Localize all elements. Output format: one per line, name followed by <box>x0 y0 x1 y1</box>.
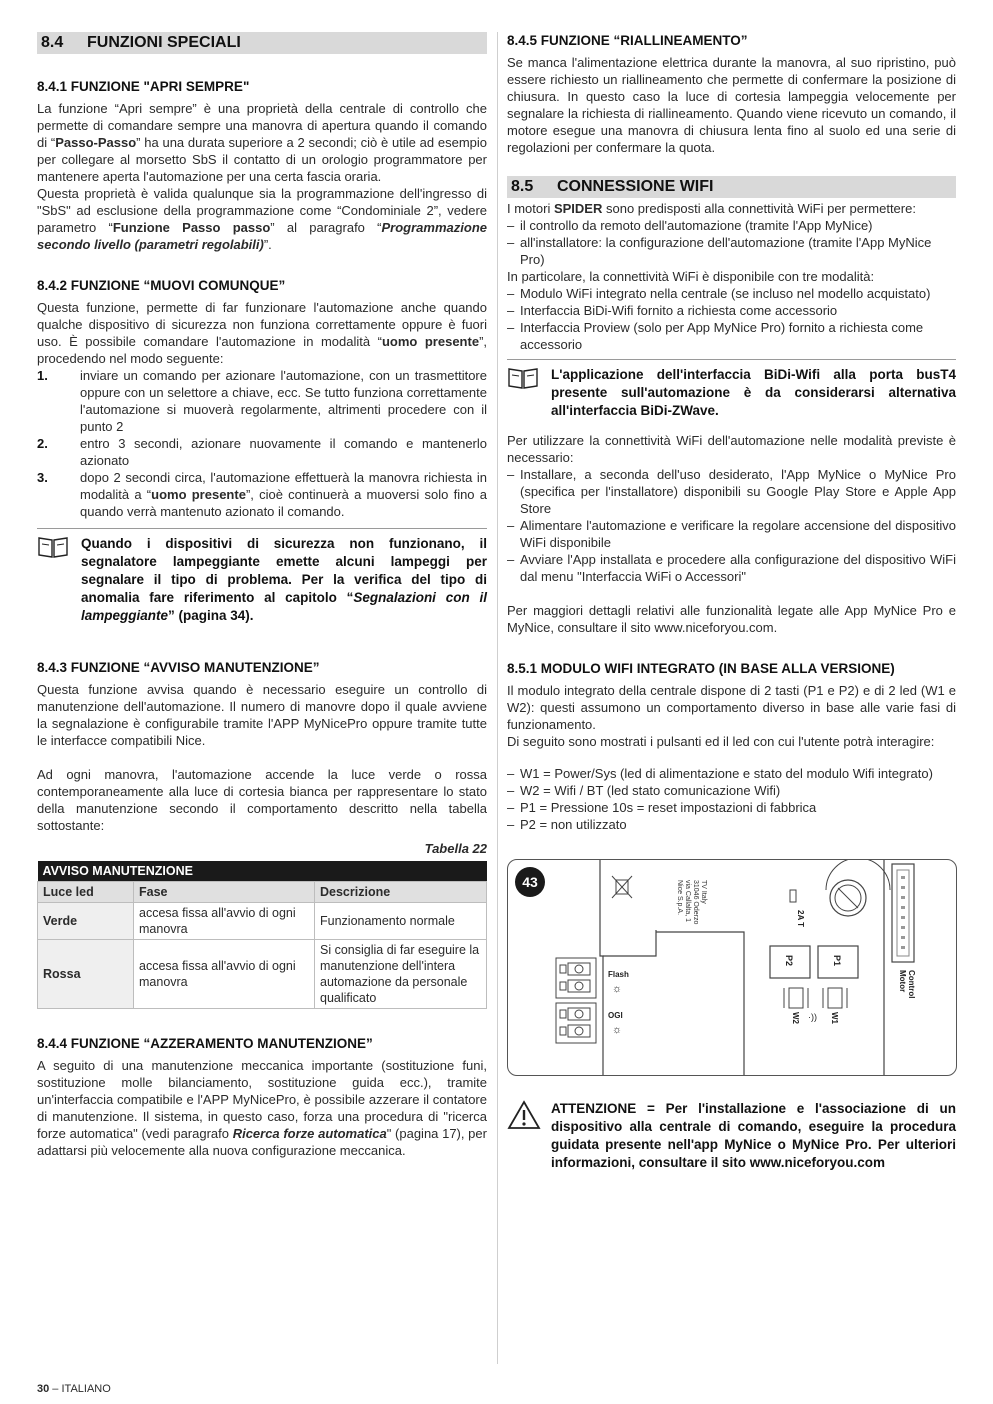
left-column <box>37 32 487 1159</box>
table-cell: accesa fissa all'avvio di ogni manovra <box>134 940 315 1009</box>
bullet-list <box>507 466 956 585</box>
sun-icon: ☼ <box>612 1024 623 1036</box>
language-label: – ITALIANO <box>49 1383 111 1395</box>
paragraph: Questa proprietà è valida qualunque sia la programmazione dell'ingresso di "SbS" ad esclusione della programmazione come “Condominiale 2”, vedere parametro “Funzione Passo passo” al paragrafo “Programmazione secondo livello (parametri regolabili)”. <box>37 186 487 252</box>
list-item: – Alimentare l'automazione e verificare la regolare accensione del dispositivo WiFi disponibile <box>507 517 956 551</box>
motor-control-label <box>898 970 916 998</box>
ogi-label: OGI <box>608 1011 623 1020</box>
heading-8-4-3: 8.4.3 FUNZIONE “AVVISO MANUTENZIONE” <box>37 660 320 675</box>
section-heading-8-4 <box>37 32 487 54</box>
column-header: Fase <box>134 882 315 903</box>
column-header: Descrizione <box>315 882 487 903</box>
note-box: Quando i dispositivi di sicurezza non funzionano, il segnalatore lampeggiante emette alcuni lampeggi per segnalare il tipo di problema. Per la verifica del tipo di anomalia fare riferimento al capitolo “Segnalazioni con il lampeggiante” (pagina 34). <box>37 528 487 625</box>
paragraph: Di seguito sono mostrati i pulsanti ed il led con cui l'utente potrà interagire: <box>507 734 935 749</box>
svg-text:TV Italy: TV Italy <box>700 880 707 904</box>
led-w2 <box>784 988 808 1008</box>
weee-bin-icon <box>612 876 632 898</box>
paragraph: Per maggiori dettagli relativi alle funzionalità legate alle App MyNice Pro e MyNice, consultare il sito www.niceforyou.com. <box>507 603 956 635</box>
table-row <box>38 903 487 940</box>
section-heading-8-5 <box>507 176 956 198</box>
led-w1 <box>823 988 847 1008</box>
right-column <box>507 32 956 1172</box>
list-item: – Interfaccia Proview (solo per App MyNice Pro) fornito a richiesta come accessorio <box>507 319 956 353</box>
bullet-list <box>507 285 956 353</box>
section-number: 8.5 <box>511 178 534 195</box>
bullet-list <box>507 765 956 833</box>
column-header: Luce led <box>38 882 134 903</box>
table-cell: Funzionamento normale <box>315 903 487 940</box>
heading-8-4-1: 8.4.1 FUNZIONE "APRI SEMPRE" <box>37 79 250 94</box>
svg-text:Nice S.p.A.: Nice S.p.A. <box>676 880 683 916</box>
svg-text:via Callalta, 1: via Callalta, 1 <box>684 880 691 923</box>
fuse-label: 2A T <box>796 910 805 928</box>
control-board-diagram <box>508 860 956 1075</box>
flash-label: Flash <box>608 970 629 979</box>
p2-label: P2 <box>784 955 794 967</box>
section-number: 8.4 <box>41 34 64 51</box>
sun-icon: ☼ <box>612 983 623 995</box>
table-cell: Rossa <box>38 940 134 1009</box>
paragraph: I motori SPIDER sono predisposti alla connettività WiFi per permettere: <box>507 201 916 216</box>
table-row <box>38 940 487 1009</box>
maintenance-table <box>37 861 487 1009</box>
figure-43 <box>507 859 957 1076</box>
list-item: – Installare, a seconda dell'uso desiderato, l'App MyNice o MyNice Pro (specifica per l'installatore) disponibili su Google Play Store e Apple App Store <box>507 466 956 517</box>
paragraph: Questa funzione, permette di far funzionare l'automazione anche quando qualche dispositivo di sicurezza non funziona correttamente oppure è fuori uso. È possibile comandare l'automazione in modalità “uomo presente”, procedendo nel modo seguente: <box>37 300 488 366</box>
heading-8-4-4: 8.4.4 FUNZIONE “AZZERAMENTO MANUTENZIONE” <box>37 1036 373 1051</box>
list-item: – Modulo WiFi integrato nella centrale (se incluso nel modello acquistato) <box>507 285 956 302</box>
paragraph: La funzione “Apri sempre” è una proprietà della centrale di controllo che permette di comandare sempre una manovra di apertura quando il comando di “Passo-Passo” ha una durata superiore a 2 secondi; ciò è utile ad esempio per collegare al morsetto SbS il contatto di un orologio programmatore per mantenere aperta l'automazione per una certa fascia oraria. <box>37 101 487 184</box>
section-title: FUNZIONI SPECIALI <box>87 34 241 51</box>
table-cell: accesa fissa all'avvio di ogni manovra <box>134 903 315 940</box>
manufacturer-address <box>676 880 707 924</box>
book-icon <box>37 535 71 625</box>
list-item: – il controllo da remoto dell'automazione (tramite l'App MyNice) <box>507 217 956 234</box>
list-item: – P1 = Pressione 10s = reset impostazioni di fabbrica <box>507 799 956 816</box>
table-caption: AVVISO MANUTENZIONE <box>38 861 487 882</box>
list-item: 1. inviare un comando per azionare l'automazione, con un trasmettitore oppure con un selettore a chiave, ecc. Se tutto funziona correttamente l'automazione si muoverà regolarmente, altrimenti procedere con il punto 2 <box>37 368 487 434</box>
figure-number: 43 <box>522 874 538 890</box>
heading-8-4-2: 8.4.2 FUNZIONE “MUOVI COMUNQUE” <box>37 278 286 293</box>
table-cell: Verde <box>38 903 134 940</box>
bullet-list <box>507 217 956 268</box>
svg-text:Control: Control <box>907 970 916 999</box>
list-item: – P2 = non utilizzato <box>507 816 956 833</box>
wireless-icon: ·)) <box>808 1012 817 1022</box>
steps-list <box>37 367 487 520</box>
warning-triangle-icon <box>507 1100 541 1172</box>
svg-text:Motor: Motor <box>898 970 907 993</box>
list-item: – Avviare l'App installata e procedere alla configurazione del dispositivo WiFi dal menu "Interfaccia WiFi o Accessori" <box>507 551 956 585</box>
terminal-block-ogi <box>556 1003 596 1043</box>
terminal-block-flash <box>556 958 596 998</box>
heading-8-4-5: 8.4.5 FUNZIONE “RIALLINEAMENTO” <box>507 33 748 48</box>
paragraph: Per utilizzare la connettività WiFi dell'automazione nelle modalità previste è necessario: <box>507 433 956 465</box>
column-divider <box>497 32 498 1364</box>
list-item: – W2 = Wifi / BT (led stato comunicazione Wifi) <box>507 782 956 799</box>
paragraph: In particolare, la connettività WiFi è disponibile con tre modalità: <box>507 269 875 284</box>
p1-label: P1 <box>832 955 842 967</box>
svg-text:31046 Oderzo: 31046 Oderzo <box>692 880 699 925</box>
paragraph: Il modulo integrato della centrale dispone di 2 tasti (P1 e P2) e di 2 led (W1 e W2): questi assumono un comportamento diverso in base alle varie fasi di funzionamento. <box>507 683 956 732</box>
page-number: 30 <box>37 1383 50 1395</box>
heading-8-5-1: 8.5.1 MODULO WIFI INTEGRATO (IN BASE ALLA VERSIONE) <box>507 661 895 676</box>
note-box: L'applicazione dell'interfaccia BiDi-Wifi alla porta busT4 presente sull'automazione è da considerarsi alternativa all'interfaccia BiDi-ZWave. <box>507 359 956 420</box>
paragraph: A seguito di una manutenzione meccanica importante (sostituzione funi, sostituzione molle bilanciamento, sostituzione guida ecc.), tramite un'interfaccia compatibile e l'APP MyNicePro, è possibile azzerare il contatore di manutenzione. Il sistema, in questo caso, forza una procedura di "ricerca forze automatica" (vedi paragrafo Ricerca forze automatica" (pagina 17), per adattarsi più velocemente alla nuova configurazione meccanica. <box>37 1058 487 1158</box>
list-item: – W1 = Power/Sys (led di alimentazione e stato del modulo Wifi integrato) <box>507 765 956 782</box>
paragraph: Ad ogni manovra, l'automazione accende la luce verde o rossa contemporaneamente alla luce di cortesia bianca per rappresentare lo stato della manutenzione secondo il comportamento descritto nella tabella sottostante: <box>37 767 487 833</box>
list-item: – all'installatore: la configurazione dell'automazione (tramite l'App MyNice Pro) <box>507 234 956 268</box>
w2-label: W2 <box>791 1012 800 1024</box>
w1-label: W1 <box>830 1012 839 1024</box>
paragraph: Questa funzione avvisa quando è necessario eseguire un controllo di manutenzione dell'automazione. Il numero di manovre dopo il quale avviene la segnalazione è configurabile tramite l'APP MyNicePro oppure tramite tutte le interfacce compatibili Nice. <box>37 682 487 748</box>
table-cell: Si consiglia di far eseguire la manutenzione dell'intera automazione da personale qualificato <box>315 940 487 1009</box>
list-item: – Interfaccia BiDi-Wifi fornito a richiesta come accessorio <box>507 302 956 319</box>
list-item: 3. dopo 2 secondi circa, l'automazione effettuerà la manovra richiesta in modalità a “uomo presente”, cioè continuerà a muoversi solo fino a quando verrà mantenuto azionato il comando. <box>37 470 487 519</box>
section-title: CONNESSIONE WIFI <box>557 178 714 195</box>
fuse-icon <box>790 890 796 902</box>
page-footer <box>37 1381 111 1398</box>
warning-box: ATTENZIONE = Per l'installazione e l'associazione di un dispositivo alla centrale di comando, eseguire la procedura guidata presente nell'app MyNice o MyNice Pro. Per ulteriori informazioni, consultare il sito www.niceforyou.com <box>507 1100 956 1172</box>
list-item: 2. entro 3 secondi, azionare nuovamente il comando e mantenerlo azionato <box>37 436 487 468</box>
table-label: Tabella 22 <box>424 841 487 856</box>
book-icon <box>507 366 541 420</box>
paragraph: Se manca l'alimentazione elettrica durante la manovra, al suo ripristino, può essere richiesto un riallineamento che permette di confermare la posizione di chiusura. In questo caso la luce di cortesia lampeggia velocemente per segnalare la richiesta di riallineamento. Quando viene ricevuto un comando, il motore esegue una manovra di chiusura lenta fino al suolo ed una serie di regolazioni per confermare la quota. <box>507 55 956 155</box>
